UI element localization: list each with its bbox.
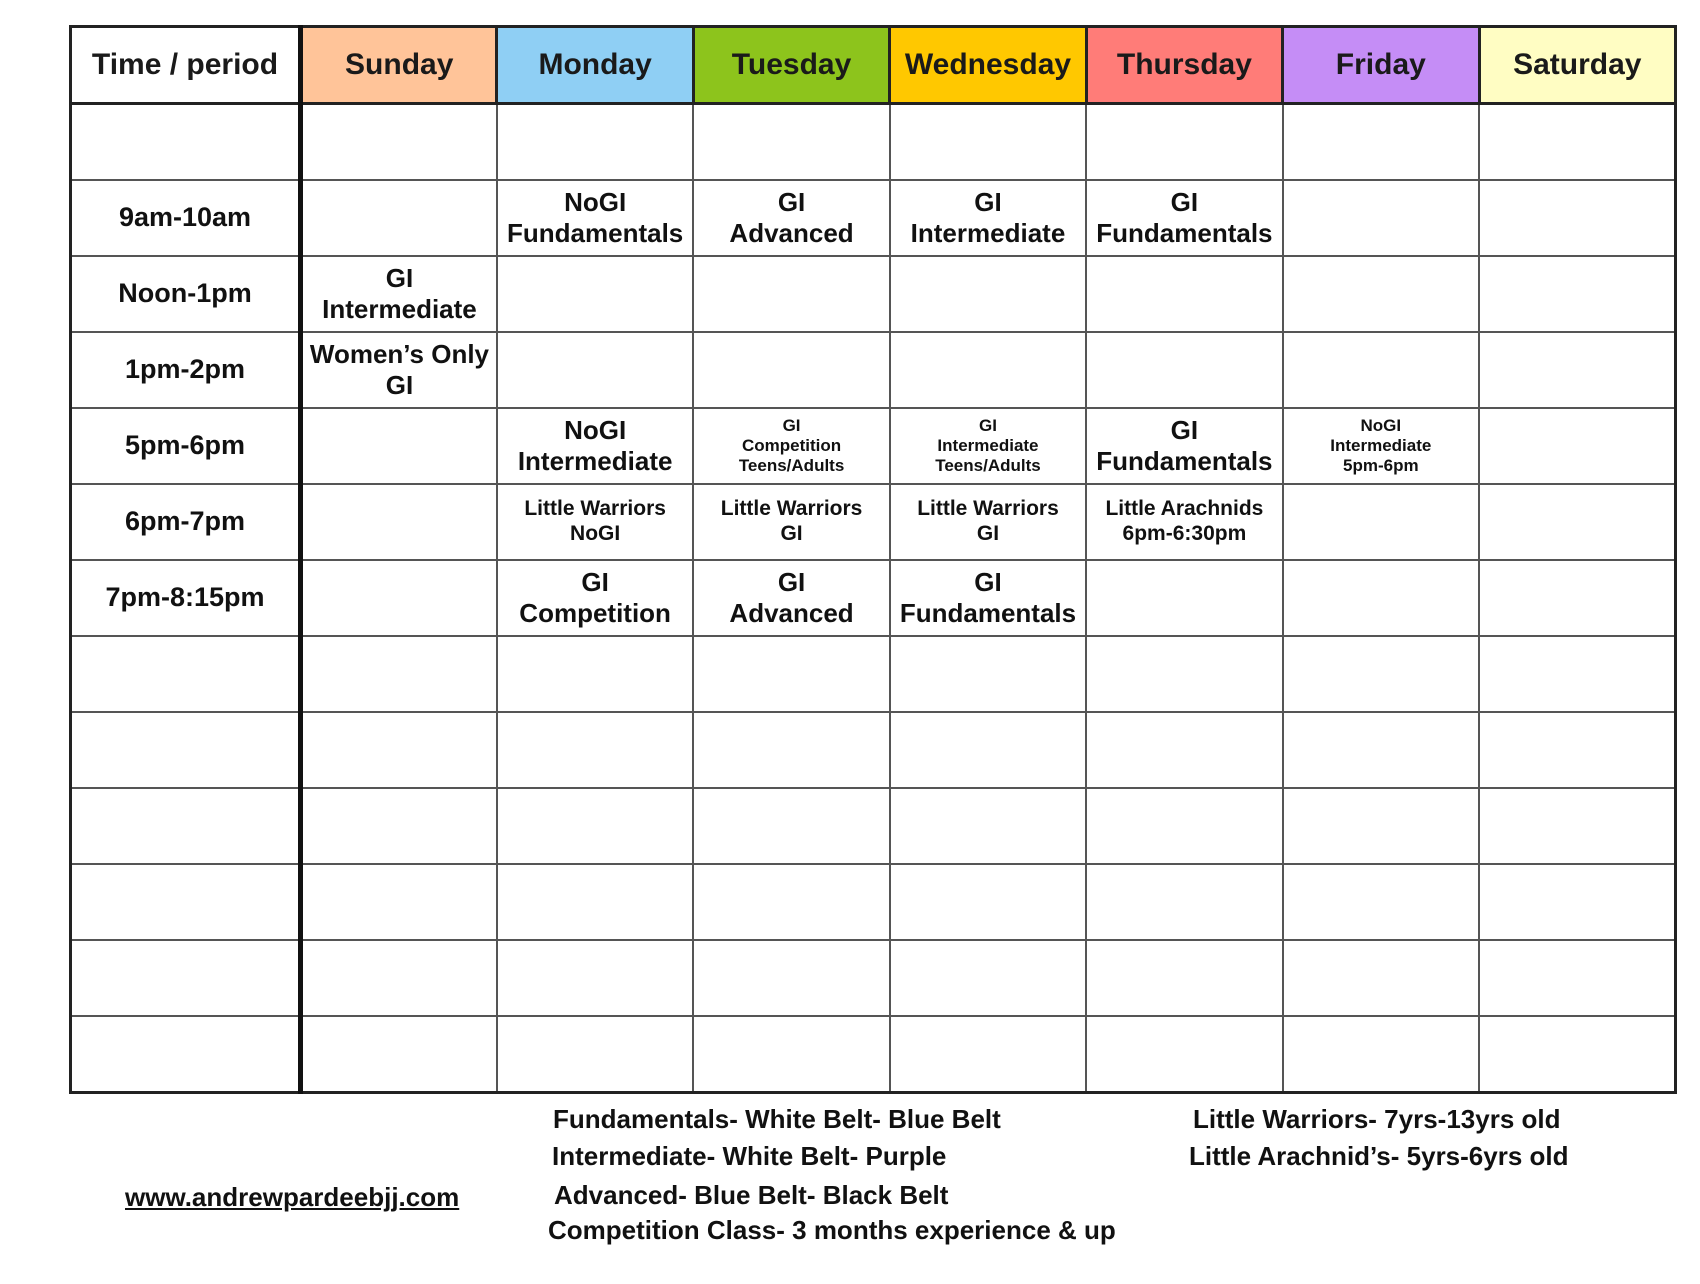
class-cell-sunday (301, 560, 497, 636)
time-period-header: Time / period (71, 27, 301, 104)
class-name-line: Little Warriors (720, 497, 863, 521)
class-cell-thursday (1086, 180, 1282, 256)
class-cell-friday (1283, 1016, 1479, 1093)
legend-advanced: Advanced- Blue Belt- Black Belt (554, 1180, 949, 1210)
day-header-saturday: Saturday (1479, 27, 1675, 104)
class-cell-thursday (1086, 864, 1282, 940)
class-name-line: Intermediate (1330, 435, 1432, 455)
day-header-monday: Monday (497, 27, 693, 104)
class-cell-sunday (301, 332, 497, 408)
class-cell-saturday (1479, 636, 1675, 712)
day-header-wednesday: Wednesday (890, 27, 1086, 104)
class-cell-wednesday (890, 940, 1086, 1016)
class-cell-friday (1283, 332, 1479, 408)
class-name-line: GI (777, 567, 806, 598)
class-name-line: GI (782, 415, 801, 435)
class-cell-tuesday (693, 484, 889, 560)
day-header-thursday: Thursday (1086, 27, 1282, 104)
class-cell-sunday (301, 636, 497, 712)
class-cell-wednesday (890, 560, 1086, 636)
class-cell-sunday (301, 104, 497, 181)
class-cell-wednesday (890, 1016, 1086, 1093)
class-cell-saturday (1479, 560, 1675, 636)
class-cell-monday (497, 180, 693, 256)
schedule-row (71, 408, 1676, 484)
class-cell-monday (497, 940, 693, 1016)
class-cell-wednesday (890, 104, 1086, 181)
class-name-line: Little Warriors (917, 497, 1059, 521)
class-cell-wednesday (890, 636, 1086, 712)
class-cell-saturday (1479, 864, 1675, 940)
class-name-line: Teens/Adults (935, 456, 1041, 476)
day-header-friday: Friday (1283, 27, 1479, 104)
class-cell-sunday (301, 712, 497, 788)
class-cell-thursday (1086, 636, 1282, 712)
class-name-line: GI (974, 567, 1002, 598)
class-cell-sunday (301, 940, 497, 1016)
class-cell-tuesday (693, 560, 889, 636)
class-cell-tuesday (693, 408, 889, 484)
class-cell-monday (497, 484, 693, 560)
schedule-row (71, 940, 1676, 1016)
class-cell-monday (497, 1016, 693, 1093)
day-header-tuesday: Tuesday (693, 27, 889, 104)
class-name-line: Women’s Only (309, 339, 490, 370)
legend-competition-class: Competition Class- 3 months experience & up (548, 1215, 1116, 1245)
class-cell-tuesday (693, 332, 889, 408)
schedule-row (71, 256, 1676, 332)
class-name-line: Fundamentals (1096, 446, 1273, 476)
class-name-line: 5pm-6pm (1343, 456, 1419, 476)
class-name-line: GI (976, 522, 1000, 545)
class-name-line: Intermediate (322, 294, 477, 324)
class-name-line: NoGI (570, 522, 621, 545)
schedule-row (71, 636, 1676, 712)
schedule-row (71, 864, 1676, 940)
class-name-line: GI (385, 263, 414, 294)
class-name-line: Little Arachnids (1105, 497, 1264, 521)
class-cell-thursday (1086, 940, 1282, 1016)
class-cell-saturday (1479, 712, 1675, 788)
class-name-line: Competition (519, 598, 671, 628)
time-cell: 6pm-7pm (71, 484, 301, 560)
class-cell-monday (497, 560, 693, 636)
class-cell-saturday (1479, 332, 1675, 408)
class-cell-monday (497, 712, 693, 788)
class-cell-sunday (301, 180, 497, 256)
time-cell (71, 940, 301, 1016)
class-cell-tuesday (693, 788, 889, 864)
class-name-line: Fundamentals (899, 598, 1077, 628)
class-cell-friday (1283, 408, 1479, 484)
class-cell-monday (497, 788, 693, 864)
class-cell-tuesday (693, 864, 889, 940)
class-name-line: GI (581, 567, 609, 598)
legend-little-arachnids: Little Arachnid’s- 5yrs-6yrs old (1189, 1141, 1569, 1171)
class-cell-wednesday (890, 484, 1086, 560)
schedule-body (71, 104, 1676, 1093)
class-name-line: Fundamentals (507, 218, 684, 248)
class-cell-wednesday (890, 788, 1086, 864)
schedule-row (71, 560, 1676, 636)
class-name-line: 6pm-6:30pm (1122, 522, 1247, 545)
schedule-row (71, 332, 1676, 408)
time-cell (71, 1016, 301, 1093)
class-cell-friday (1283, 712, 1479, 788)
class-cell-thursday (1086, 484, 1282, 560)
class-cell-friday (1283, 636, 1479, 712)
class-cell-tuesday (693, 712, 889, 788)
time-cell (71, 864, 301, 940)
header-row (71, 27, 1676, 104)
time-cell: 5pm-6pm (71, 408, 301, 484)
class-cell-thursday (1086, 332, 1282, 408)
time-cell: 9am-10am (71, 180, 301, 256)
legend-fundamentals: Fundamentals- White Belt- Blue Belt (553, 1104, 1001, 1134)
class-cell-saturday (1479, 1016, 1675, 1093)
class-name-line: NoGI (564, 415, 627, 446)
class-cell-sunday (301, 788, 497, 864)
class-cell-friday (1283, 864, 1479, 940)
class-cell-wednesday (890, 180, 1086, 256)
class-cell-tuesday (693, 180, 889, 256)
legend-little-warriors: Little Warriors- 7yrs-13yrs old (1193, 1104, 1561, 1134)
class-schedule-table (69, 25, 1677, 1094)
day-header-sunday: Sunday (301, 27, 497, 104)
class-cell-wednesday (890, 408, 1086, 484)
legend-intermediate: Intermediate- White Belt- Purple (552, 1141, 947, 1171)
class-cell-wednesday (890, 332, 1086, 408)
class-cell-monday (497, 332, 693, 408)
class-cell-monday (497, 864, 693, 940)
class-cell-sunday (301, 256, 497, 332)
time-cell: 1pm-2pm (71, 332, 301, 408)
class-cell-tuesday (693, 256, 889, 332)
schedule-row (71, 788, 1676, 864)
time-cell (71, 636, 301, 712)
class-cell-thursday (1086, 256, 1282, 332)
class-name-line: GI (777, 187, 806, 218)
class-cell-tuesday (693, 940, 889, 1016)
class-name-line: Teens/Adults (738, 456, 845, 476)
class-cell-thursday (1086, 1016, 1282, 1093)
class-name-line: Advanced (729, 218, 854, 248)
class-cell-thursday (1086, 104, 1282, 181)
class-cell-friday (1283, 256, 1479, 332)
class-cell-monday (497, 408, 693, 484)
schedule-row (71, 180, 1676, 256)
class-cell-sunday (301, 864, 497, 940)
class-name-line: Advanced (729, 598, 854, 628)
class-name-line: Intermediate (910, 218, 1066, 248)
class-cell-saturday (1479, 256, 1675, 332)
class-cell-saturday (1479, 484, 1675, 560)
website-link[interactable]: www.andrewpardeebjj.com (125, 1182, 460, 1212)
class-cell-wednesday (890, 864, 1086, 940)
class-name-line: NoGI (1360, 415, 1402, 435)
class-cell-sunday (301, 408, 497, 484)
schedule-row (71, 712, 1676, 788)
schedule-row (71, 104, 1676, 181)
class-cell-sunday (301, 484, 497, 560)
class-cell-monday (497, 104, 693, 181)
class-cell-saturday (1479, 180, 1675, 256)
time-cell: 7pm-8:15pm (71, 560, 301, 636)
time-cell (71, 788, 301, 864)
class-name-line: GI (1170, 415, 1199, 446)
class-cell-saturday (1479, 788, 1675, 864)
class-cell-tuesday (693, 636, 889, 712)
class-cell-sunday (301, 1016, 497, 1093)
class-cell-friday (1283, 940, 1479, 1016)
class-name-line: Intermediate (937, 435, 1039, 455)
class-cell-saturday (1479, 940, 1675, 1016)
class-name-line: Intermediate (517, 446, 673, 476)
class-cell-monday (497, 636, 693, 712)
class-cell-tuesday (693, 1016, 889, 1093)
class-name-line: GI (974, 187, 1002, 218)
class-cell-friday (1283, 484, 1479, 560)
schedule-row (71, 1016, 1676, 1093)
class-cell-wednesday (890, 256, 1086, 332)
time-cell (71, 712, 301, 788)
time-cell: Noon-1pm (71, 256, 301, 332)
time-cell (71, 104, 301, 181)
class-cell-thursday (1086, 560, 1282, 636)
class-cell-friday (1283, 104, 1479, 181)
class-name-line: GI (1170, 187, 1199, 218)
class-name-line: NoGI (564, 187, 627, 218)
class-name-line: GI (780, 522, 803, 545)
class-name-line: Competition (741, 435, 842, 455)
class-cell-thursday (1086, 408, 1282, 484)
class-cell-tuesday (693, 104, 889, 181)
schedule-row (71, 484, 1676, 560)
class-cell-thursday (1086, 712, 1282, 788)
class-cell-friday (1283, 788, 1479, 864)
class-name-line: GI (979, 415, 997, 435)
class-cell-friday (1283, 180, 1479, 256)
class-name-line: Fundamentals (1096, 218, 1273, 248)
class-cell-monday (497, 256, 693, 332)
class-cell-thursday (1086, 788, 1282, 864)
class-cell-wednesday (890, 712, 1086, 788)
class-name-line: Little Warriors (524, 497, 666, 521)
class-cell-saturday (1479, 104, 1675, 181)
class-cell-friday (1283, 560, 1479, 636)
class-name-line: GI (385, 370, 414, 400)
class-cell-saturday (1479, 408, 1675, 484)
